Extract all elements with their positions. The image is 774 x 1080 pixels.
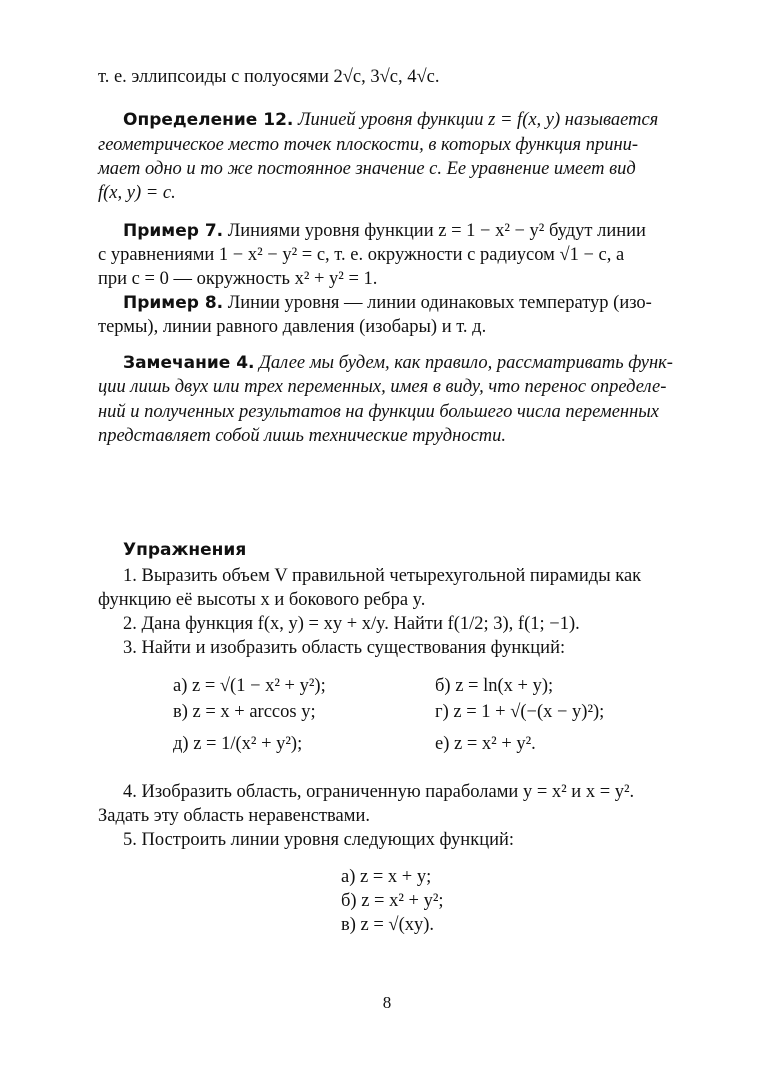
exercise-3v: в) z = x + arccos y; xyxy=(173,702,316,722)
exercise-1-line-1: 1. Выразить объем V правильной четырехугольной пирамиды как xyxy=(123,566,642,586)
example-8-line-1 xyxy=(123,292,652,314)
exercise-3: 3. Найти и изобразить область существования функций: xyxy=(123,638,566,658)
example-7-text-1: Линиями уровня функции z = 1 − x² − y² будут линии xyxy=(227,221,646,241)
definition-12-line-3: мает одно и то же постоянное значение c. Ее уравнение имеет вид xyxy=(98,159,636,179)
exercise-2: 2. Дана функция f(x, y) = xy + x/y. Найти f(1/2; 3), f(1; −1). xyxy=(123,614,580,634)
remark-4-text-1: Далее мы будем, как правило, рассматривать функ- xyxy=(259,353,673,373)
exercise-3e: е) z = x² + y². xyxy=(435,734,536,754)
page-number: 8 xyxy=(382,993,392,1012)
exercise-5b: б) z = x² + y²; xyxy=(341,891,444,911)
remark-4-line-1 xyxy=(123,352,673,374)
exercise-4-line-1: 4. Изобразить область, ограниченную параболами y = x² и x = y². xyxy=(123,782,635,802)
definition-12-line-4: f(x, y) = c. xyxy=(98,183,176,203)
exercise-1-line-2: функцию её высоты x и бокового ребра y. xyxy=(98,590,426,610)
example-8-label: Пример 8. xyxy=(123,293,224,313)
definition-12-line-2: геометрическое место точек плоскости, в которых функция прини- xyxy=(98,135,639,155)
example-8-text-1: Линии уровня — линии одинаковых температур (изо- xyxy=(227,293,652,313)
definition-12-line-1 xyxy=(123,109,658,131)
example-7-label: Пример 7. xyxy=(123,221,224,241)
remark-4-label: Замечание 4. xyxy=(123,353,255,373)
example-8-line-2: термы), линии равного давления (изобары) и т. д. xyxy=(98,317,487,337)
exercise-3a: а) z = √(1 − x² + y²); xyxy=(173,676,326,696)
exercise-5: 5. Построить линии уровня следующих функций: xyxy=(123,830,515,850)
exercise-4-line-2: Задать эту область неравенствами. xyxy=(98,806,370,826)
exercise-3b: б) z = ln(x + y); xyxy=(435,676,554,696)
definition-12-text-1: Линией уровня функции z = f(x, y) называется xyxy=(297,110,659,130)
exercise-5v: в) z = √(xy). xyxy=(341,915,435,935)
remark-4-line-4: представляет собой лишь технические трудности. xyxy=(98,426,507,446)
line-ellipsoids: т. е. эллипсоиды с полуосями 2√c, 3√c, 4√c. xyxy=(98,67,440,87)
remark-4-line-2: ции лишь двух или трех переменных, имея в виду, что перенос определе- xyxy=(98,377,667,397)
exercise-5a: а) z = x + y; xyxy=(341,867,432,887)
definition-12-label: Определение 12. xyxy=(123,110,294,130)
exercise-3g: г) z = 1 + √(−(x − y)²); xyxy=(435,702,605,722)
remark-4-line-3: ний и полученных результатов на функции большего числа переменных xyxy=(98,402,659,422)
exercises-heading: Упражнения xyxy=(123,540,247,560)
example-7-line-3: при c = 0 — окружность x² + y² = 1. xyxy=(98,269,378,289)
example-7-line-2: с уравнениями 1 − x² − y² = c, т. е. окружности с радиусом √1 − c, а xyxy=(98,245,625,265)
example-7-line-1 xyxy=(123,220,646,242)
exercise-3d: д) z = 1/(x² + y²); xyxy=(173,734,303,754)
